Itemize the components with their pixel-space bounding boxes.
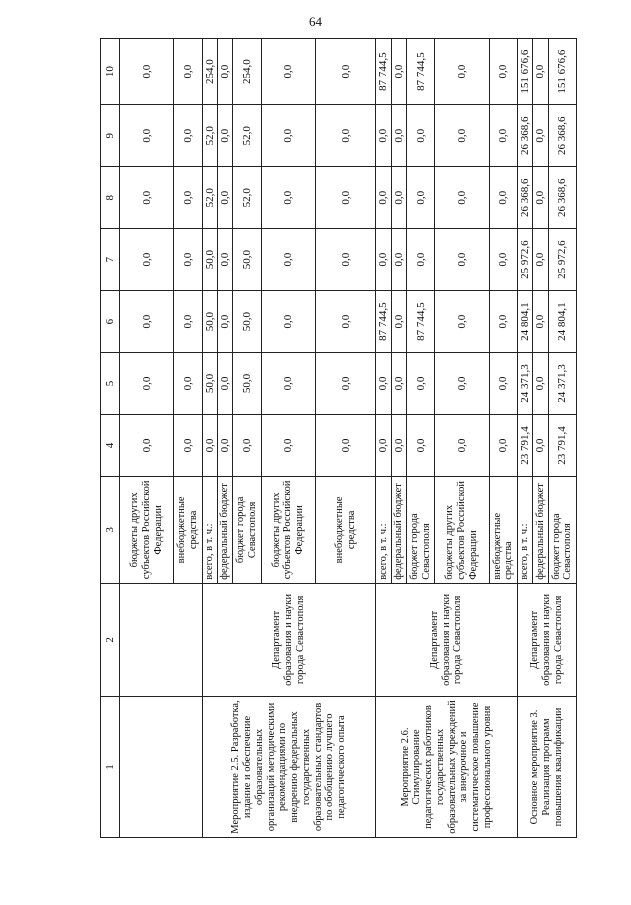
value-cell: 50,0	[233, 353, 261, 415]
header-cell: 1	[101, 697, 120, 838]
value-cell: 0,0	[120, 39, 174, 105]
header-cell: 6	[101, 291, 120, 353]
value-cell: 0,0	[391, 167, 406, 229]
budget-table	[100, 38, 577, 838]
header-cell: 3	[101, 476, 120, 583]
value-cell: 25 972,6	[548, 229, 576, 291]
value-cell: 0,0	[533, 39, 548, 105]
table-row	[517, 39, 532, 838]
value-cell: 0,0	[218, 415, 233, 477]
value-cell: 0,0	[218, 105, 233, 167]
main-activity-3-executor: Департамент образования и науки города Севастополя	[517, 583, 576, 696]
value-cell: 0,0	[261, 167, 315, 229]
value-cell: 0,0	[120, 353, 174, 415]
value-cell: 0,0	[120, 415, 174, 477]
value-cell: 0,0	[315, 167, 375, 229]
header-cell: 2	[101, 583, 120, 696]
value-cell: 0,0	[120, 105, 174, 167]
value-cell: 151 676,6	[517, 39, 532, 105]
continued-executor-cell	[120, 583, 203, 696]
value-cell: 0,0	[261, 291, 315, 353]
value-cell: 0,0	[489, 229, 517, 291]
value-cell: 0,0	[391, 229, 406, 291]
value-cell: 87 744,5	[376, 291, 391, 353]
value-cell: 0,0	[489, 39, 517, 105]
value-cell: 50,0	[202, 229, 217, 291]
funding-source: внебюджетные средства	[315, 476, 375, 583]
value-cell: 0,0	[391, 353, 406, 415]
value-cell: 0,0	[533, 229, 548, 291]
value-cell: 0,0	[218, 167, 233, 229]
activity-2-5-name: Мероприятие 2.5. Разработка, издание и обеспечение образовательных организаций методическими рекомендациями по внедрению федеральных государственных образовательных стандартов по обобщению лучшего педагогического опыта	[202, 697, 376, 838]
value-cell: 26 368,6	[548, 105, 576, 167]
value-cell: 50,0	[202, 353, 217, 415]
value-cell: 0,0	[435, 167, 489, 229]
value-cell: 0,0	[391, 39, 406, 105]
table-row	[202, 39, 217, 838]
value-cell: 0,0	[120, 229, 174, 291]
header-cell: 5	[101, 353, 120, 415]
header-cell: 10	[101, 39, 120, 105]
value-cell: 0,0	[435, 353, 489, 415]
value-cell: 0,0	[174, 167, 202, 229]
header-cell: 8	[101, 167, 120, 229]
value-cell: 0,0	[261, 415, 315, 477]
value-cell: 52,0	[202, 167, 217, 229]
value-cell: 23 791,4	[548, 415, 576, 477]
value-cell: 0,0	[218, 229, 233, 291]
value-cell: 50,0	[202, 291, 217, 353]
value-cell: 0,0	[533, 353, 548, 415]
value-cell: 52,0	[233, 105, 261, 167]
value-cell: 0,0	[435, 291, 489, 353]
value-cell: 0,0	[407, 415, 435, 477]
value-cell: 0,0	[376, 353, 391, 415]
funding-source: бюджеты других субъектов Российской Федерации	[261, 476, 315, 583]
value-cell: 24 371,3	[517, 353, 532, 415]
value-cell: 0,0	[533, 415, 548, 477]
value-cell: 24 804,1	[548, 291, 576, 353]
value-cell: 0,0	[435, 39, 489, 105]
value-cell: 0,0	[533, 105, 548, 167]
value-cell: 0,0	[261, 229, 315, 291]
activity-2-5-executor: Департамент образования и науки города Севастополя	[202, 583, 376, 696]
value-cell: 23 791,4	[517, 415, 532, 477]
funding-source: всего, в т. ч.:	[202, 476, 217, 583]
page-number: 64	[309, 14, 322, 29]
value-cell: 0,0	[315, 291, 375, 353]
value-cell: 0,0	[315, 229, 375, 291]
value-cell: 0,0	[435, 229, 489, 291]
rotated-table-wrapper	[100, 38, 577, 838]
funding-source: бюджеты других субъектов Российской Федерации	[120, 476, 174, 583]
table-row	[120, 39, 174, 838]
value-cell: 0,0	[489, 291, 517, 353]
value-cell: 0,0	[315, 415, 375, 477]
value-cell: 87 744,5	[407, 291, 435, 353]
value-cell: 0,0	[489, 167, 517, 229]
table-row	[376, 39, 391, 838]
value-cell: 0,0	[218, 291, 233, 353]
value-cell: 0,0	[391, 415, 406, 477]
value-cell: 24 371,3	[548, 353, 576, 415]
value-cell: 0,0	[174, 291, 202, 353]
funding-source: бюджет города Севастополя	[548, 476, 576, 583]
value-cell: 0,0	[315, 105, 375, 167]
value-cell: 87 744,5	[376, 39, 391, 105]
value-cell: 0,0	[376, 167, 391, 229]
value-cell: 52,0	[233, 167, 261, 229]
value-cell: 0,0	[218, 353, 233, 415]
value-cell: 0,0	[376, 415, 391, 477]
value-cell: 50,0	[233, 229, 261, 291]
value-cell: 0,0	[489, 105, 517, 167]
value-cell: 0,0	[407, 229, 435, 291]
value-cell: 87 744,5	[407, 39, 435, 105]
value-cell: 254,0	[202, 39, 217, 105]
value-cell: 0,0	[391, 105, 406, 167]
funding-source: федеральный бюджет	[533, 476, 548, 583]
value-cell: 52,0	[202, 105, 217, 167]
value-cell: 0,0	[261, 105, 315, 167]
value-cell: 0,0	[435, 105, 489, 167]
continued-activity-cell	[120, 697, 203, 838]
value-cell: 0,0	[174, 415, 202, 477]
header-cell: 4	[101, 415, 120, 477]
value-cell: 0,0	[261, 39, 315, 105]
value-cell: 0,0	[376, 229, 391, 291]
value-cell: 0,0	[315, 39, 375, 105]
activity-2-6-name: Мероприятие 2.6. Стимулирование педагогических работников государственных образовательных учреждений за внеурочное и систематическое повышение профессионального уровня	[376, 697, 518, 838]
value-cell: 0,0	[376, 105, 391, 167]
value-cell: 24 804,1	[517, 291, 532, 353]
value-cell: 25 972,6	[517, 229, 532, 291]
funding-source: внебюджетные средства	[489, 476, 517, 583]
value-cell: 0,0	[261, 353, 315, 415]
value-cell: 0,0	[174, 39, 202, 105]
value-cell: 0,0	[489, 415, 517, 477]
activity-2-6-executor: Департамент образования и науки города Севастополя	[376, 583, 518, 696]
value-cell: 0,0	[407, 167, 435, 229]
value-cell: 0,0	[533, 167, 548, 229]
header-cell: 9	[101, 105, 120, 167]
value-cell: 0,0	[174, 105, 202, 167]
value-cell: 0,0	[489, 353, 517, 415]
header-cell: 7	[101, 229, 120, 291]
main-activity-3-name: Основное мероприятие 3. Реализация программ повышения квалификации	[517, 697, 576, 838]
funding-source: бюджет города Севастополя	[233, 476, 261, 583]
value-cell: 0,0	[407, 353, 435, 415]
value-cell: 0,0	[315, 353, 375, 415]
header-row	[101, 39, 120, 838]
value-cell: 0,0	[202, 415, 217, 477]
value-cell: 0,0	[233, 415, 261, 477]
value-cell: 0,0	[391, 291, 406, 353]
value-cell: 26 368,6	[517, 105, 532, 167]
funding-source: внебюджетные средства	[174, 476, 202, 583]
funding-source: всего, в т. ч.:	[517, 476, 532, 583]
value-cell: 254,0	[233, 39, 261, 105]
value-cell: 0,0	[120, 167, 174, 229]
value-cell: 0,0	[174, 353, 202, 415]
value-cell: 0,0	[533, 291, 548, 353]
value-cell: 26 368,6	[548, 167, 576, 229]
value-cell: 0,0	[174, 229, 202, 291]
value-cell: 0,0	[120, 291, 174, 353]
value-cell: 50,0	[233, 291, 261, 353]
value-cell: 0,0	[435, 415, 489, 477]
funding-source: бюджеты других субъектов Российской Федерации	[435, 476, 489, 583]
value-cell: 0,0	[218, 39, 233, 105]
value-cell: 26 368,6	[517, 167, 532, 229]
value-cell: 151 676,6	[548, 39, 576, 105]
funding-source: федеральный бюджет	[391, 476, 406, 583]
value-cell: 0,0	[407, 105, 435, 167]
funding-source: федеральный бюджет	[218, 476, 233, 583]
funding-source: бюджет города Севастополя	[407, 476, 435, 583]
funding-source: всего, в т. ч.:	[376, 476, 391, 583]
